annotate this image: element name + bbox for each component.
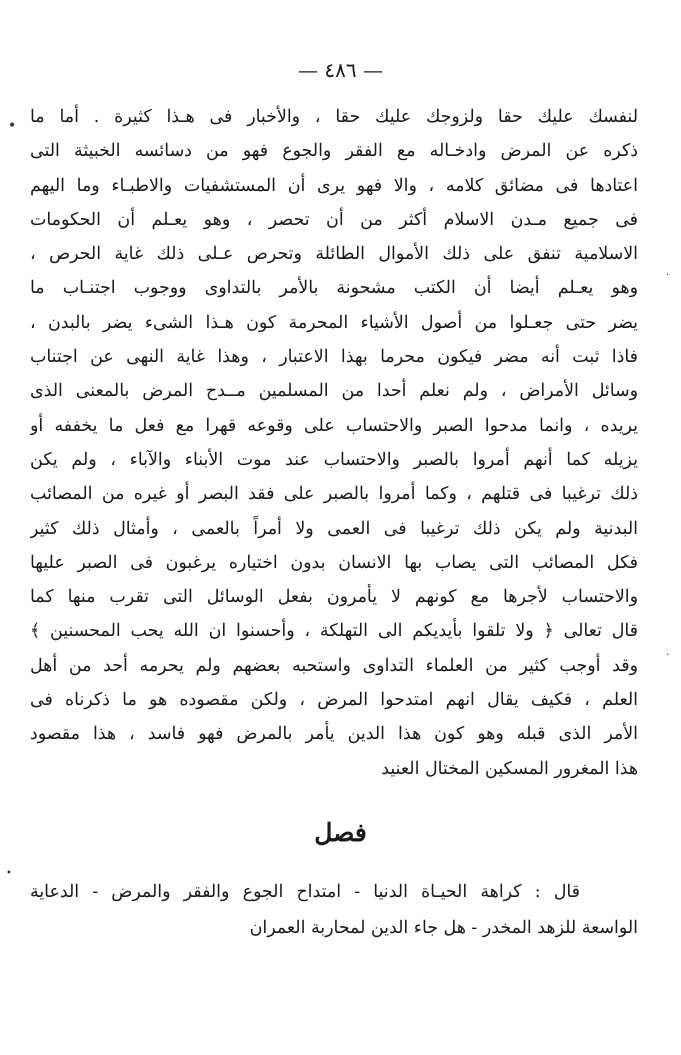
margin-speck: •	[6, 868, 12, 879]
text-line: لنفسك عليك حقا ولزوجك عليك حقا ، والأخبار فى هـذا كثيرة . أما ما	[30, 107, 638, 127]
text-line: الاسلامية تنفق على ذلك الأموال الطائلة وتحرص عـلى ذلك غاية الحرص ،	[30, 244, 638, 265]
text-line: يزيله كما أنهم أمروا بالصبر والاحتساب عند موت الأبناء والآباء ، ولم يكن	[30, 449, 638, 470]
text-line: هذا المغرور المسكين المختال العنيد	[381, 758, 638, 779]
margin-speck: •	[8, 118, 17, 134]
text-line: ذكره عن المرض وادخـاله مع الفقر والجوع فهو من دسائسه الخبيثة التى	[30, 141, 638, 162]
text-line: وقد أوجب كثير من العلماء التداوى واستحبه بعضهم ولم يحرمه أحد من أهل	[30, 655, 638, 676]
body-text	[30, 100, 638, 786]
text-line: العلم ، فكيف يقال انهم امتدحوا المرض ، ولكن مقصوده هو ما ذكرناه فى	[30, 690, 638, 711]
section-heading: فصل	[314, 818, 367, 847]
summary-line: قال : كراهة الحيـاة الدنيا - امتداح الجوع والفقر والمرض - الدعاية	[30, 882, 580, 902]
text-line: فى جميع مـدن الاسلام أكثر من أن تحصر ، وهو يعـلم أن الحكومات	[30, 209, 638, 230]
margin-speck: ·	[666, 270, 670, 281]
text-line: الأمر الذى قبله وهو كون هذا الدين يأمر بالمرض فهو فاسد ، هذا مقصود	[30, 724, 638, 745]
text-line: يضر حتى جعـلوا من أصول الأشياء المحرمة كون هـذا الشىء يضر بالبدن ،	[30, 312, 638, 333]
text-line: اعتادها فى مضائق كلامه ، والا فهو يرى أن المستشفيات والاطبـاء وما اليهم	[30, 175, 638, 196]
text-line: وسائل الأمراض ، ولم نعلم أحدا من المسلمين مــدح المرض بالمعنى الذى	[30, 381, 638, 402]
margin-speck: ·	[666, 650, 670, 661]
quran-verse-line: قال تعالى ﴿ ولا تلقوا بأيديكم الى التهلكة ، وأحسنوا ان الله يحب المحسنين ﴾	[30, 621, 638, 642]
text-line: يريده ، وانما مدحوا الصبر والاحتساب على وقوعه قهرا مع فعل ما يخففه أو	[30, 415, 638, 436]
text-line: وهو يعـلم أيضا أن الكتب مشحونة بالأمر بالتداوى ووجوب اجتنـاب ما	[30, 278, 638, 299]
text-line: والاحتساب لأجرها مع كونهم لا يأمرون بفعل الوسائل التى تقرب منها كما	[30, 587, 638, 608]
text-line: ذلك ترغيبا فى قتلهم ، وكما أمروا بالصبر على فقد البصر أو غيره من المصائب	[30, 484, 638, 505]
section-summary	[30, 874, 638, 946]
text-line: البدنية ولم يكن ذلك ترغيبا فى العمى ولا أمراً بالعمى ، وأمثال ذلك كثير	[30, 518, 638, 539]
text-line: فكل المصائب التى يصاب بها الانسان بدون اختياره يرغبون فى الصبر عليها	[30, 552, 638, 573]
text-line: فاذا ثبت أنه مضر فيكون محرما بهذا الاعتبار ، وهذا غاية النهى عن اجتناب	[30, 347, 638, 368]
summary-line: الواسعة للزهد المخدر - هل جاء الدين لمحاربة العمران	[249, 918, 638, 938]
page-number: — ٤٨٦ —	[298, 58, 383, 82]
